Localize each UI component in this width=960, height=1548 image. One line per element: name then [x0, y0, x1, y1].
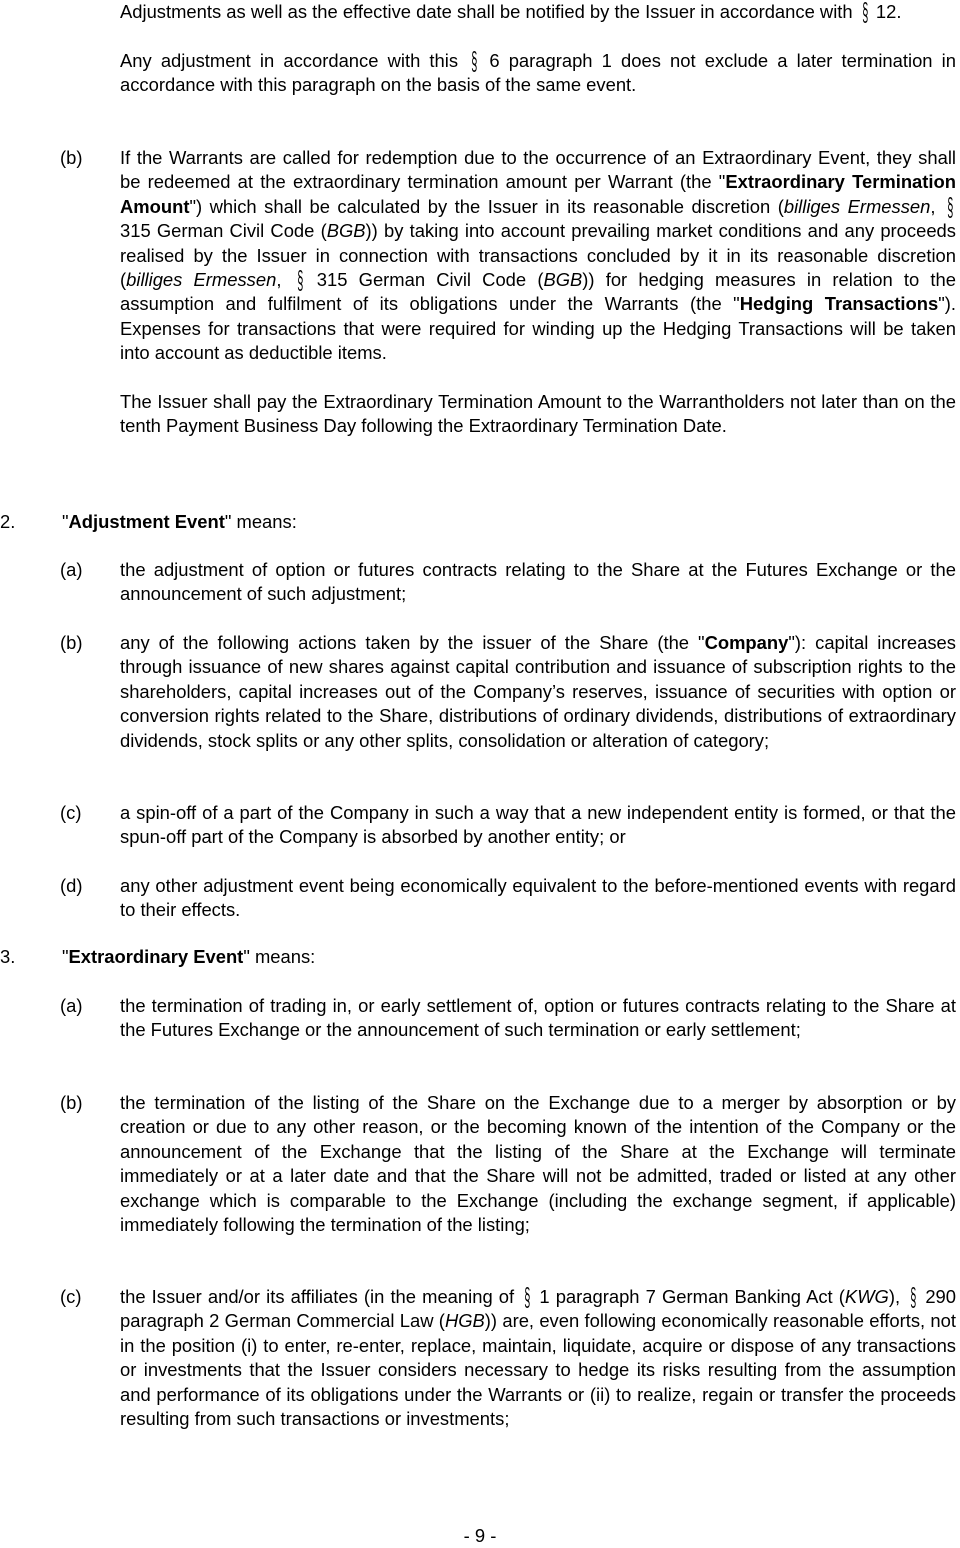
section-sign: § — [910, 1282, 917, 1312]
text-run: "). Expenses for transactions that were required for winding up the Hedging Transactions will be taken into account as deductible items. — [120, 293, 956, 364]
item-b-paragraph-2: The Issuer shall pay the Extraordinary Termination Amount to the Warrantholders not later than on the tenth Payment Business Day following the Extraordinary Termination Date. — [120, 391, 956, 437]
item-label: (d) — [60, 875, 83, 896]
item-text: the termination of the listing of the Share on the Exchange due to a merger by absorption or by creation or due to any other reason, or the becoming known of the intention of the Company or the announcement of the Exchange that the listing of the Share at the Exchange will terminate immediately or at a later date and that the Share will not be admitted, traded or listed at any other exchange which is comparable to the Exchange (including the exchange segment, if applicable) immediately following the termination of the listing; — [120, 1092, 956, 1236]
italic-term: HGB — [444, 1310, 485, 1332]
item-text: any other adjustment event being economically equivalent to the before-mentioned events with regard to their effects. — [120, 875, 956, 921]
defined-term: Adjustment Event — [68, 511, 225, 532]
text-run: 315 German Civil Code ( — [305, 269, 544, 291]
text-run: )) are, even following economically reasonable efforts, not in the position (i) to enter, re-enter, replace, maintain, liquidate, acquire or dispose of any transactions or investments that the Issuer considers necessary to hedge its risks resulting from the assumption and performance of its obligations under the Warrants or (ii) to realize, regain or transfer the proceeds resulting from such transactions or investments; — [120, 1310, 956, 1430]
text-run: , — [276, 269, 293, 291]
italic-term: KWG — [844, 1286, 889, 1307]
item-text — [120, 631, 956, 753]
section-sign: § — [471, 45, 478, 76]
item-label: (a) — [60, 559, 83, 580]
italic-term: BGB — [543, 269, 583, 291]
section-sign: § — [524, 1282, 531, 1312]
text-run: 290 paragraph 2 German Commercial Law ( — [120, 1286, 957, 1332]
list-item — [120, 558, 956, 607]
list-item — [120, 994, 956, 1043]
item-label: (b) — [60, 1092, 83, 1113]
text-run: " means: — [224, 511, 297, 532]
item-label: (c) — [60, 802, 82, 823]
item-label: (c) — [60, 1286, 82, 1307]
section-sign: § — [947, 191, 954, 222]
intro-paragraph-2 — [120, 45, 956, 98]
section-sign: § — [296, 265, 303, 296]
defined-term: Extraordinary Event — [68, 946, 244, 967]
text-run: )) for hedging measures in relation to the assumption and fulfilment of its obligations under the Warrants (the " — [120, 269, 956, 315]
text-run: Adjustments as well as the effective date shall be notified by the Issuer in accordance with — [120, 1, 858, 22]
item-b-block — [120, 146, 956, 439]
text-run: ") which shall be calculated by the Issuer in its reasonable discretion ( — [189, 195, 784, 217]
list-item — [120, 801, 956, 850]
defined-term: Extraordinary Termination Amount — [120, 171, 956, 217]
text-run: " — [62, 511, 69, 532]
defined-term: Hedging Transactions — [739, 293, 939, 315]
italic-term: BGB — [326, 220, 366, 242]
section-3-number: 3. — [0, 946, 16, 967]
text-run: Any adjustment in accordance with this — [120, 49, 468, 71]
list-item — [120, 1091, 956, 1237]
item-text: the termination of trading in, or early settlement of, option or futures contracts relating to the Share at the Futures Exchange or the announcement of such termination or early settlement; — [120, 995, 956, 1041]
text-run: " means: — [243, 946, 316, 967]
italic-term: billiges Ermessen — [126, 269, 277, 291]
item-label: (b) — [60, 632, 83, 653]
section-3-heading — [62, 945, 315, 969]
item-label: (a) — [60, 995, 83, 1016]
text-run: , — [930, 195, 943, 217]
text-run: 315 German Civil Code ( — [120, 220, 327, 242]
section-2-heading — [62, 510, 297, 534]
text-run: 1 paragraph 7 German Banking Act ( — [533, 1286, 845, 1307]
list-item — [120, 1282, 957, 1431]
page-number: - 9 - — [463, 1525, 497, 1546]
item-text: a spin-off of a part of the Company in such a way that a new independent entity is formed, or that the spun-off part of the Company is absorbed by another entity; or — [120, 802, 956, 848]
item-text: the adjustment of option or futures contracts relating to the Share at the Futures Exchange or the announcement of such adjustment; — [120, 559, 956, 605]
section-2-number: 2. — [0, 511, 16, 532]
list-item — [120, 874, 956, 923]
section-sign: § — [861, 0, 869, 27]
text-run: any of the following actions taken by the issuer of the Share (the " — [120, 632, 705, 653]
list-item — [120, 631, 956, 753]
text-run: "): capital increases through issuance of new shares against capital contribution and issuance of subscription rights to the shareholders, capital increases out of the Company’s reserves, issuance of securities with option or conversion rights related to the Share, distributions of ordinary dividends, distributions of extraordinary dividends, stock splits or any other splits, consolidation or alteration of category; — [120, 632, 956, 751]
text-run: 12. — [870, 1, 902, 22]
item-text — [120, 1282, 957, 1431]
text-run: ), — [888, 1286, 907, 1307]
text-run: )) by taking into account prevailing market conditions and any proceeds realised by the Issuer in connection with transactions concluded by it in its reasonable discretion ( — [120, 220, 956, 291]
text-run: 6 paragraph 1 does not exclude a later termination in accordance with this paragraph on the basis of the same event. — [120, 49, 956, 96]
text-run: If the Warrants are called for redemption due to the occurrence of an Extraordinary Event, they shall be redeemed at the extraordinary termination amount per Warrant (the " — [120, 147, 956, 193]
defined-term: Company — [704, 632, 789, 653]
italic-term: billiges Ermessen — [783, 195, 931, 217]
intro-paragraph-1 — [120, 0, 956, 27]
text-run: " — [62, 946, 69, 967]
intro-block — [120, 0, 956, 98]
text-run: the Issuer and/or its affiliates (in the meaning of — [120, 1286, 521, 1307]
item-b-paragraph-1 — [120, 146, 956, 366]
item-label-b: (b) — [60, 147, 83, 168]
